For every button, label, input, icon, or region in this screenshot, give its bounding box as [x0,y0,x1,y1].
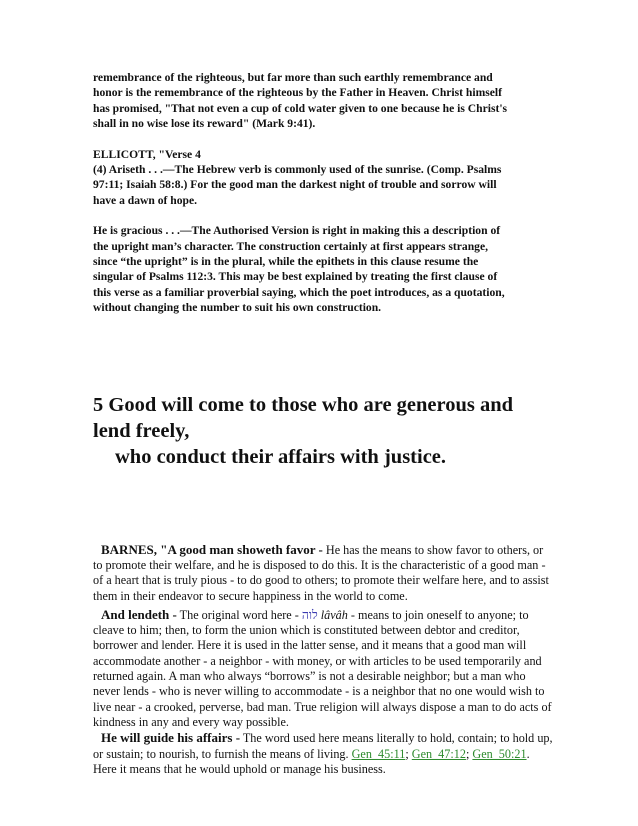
barnes-paragraph-guide [93,730,555,777]
text-line: ELLICOTT, "Verse 4 [93,147,201,161]
paragraph-remembrance [93,70,555,132]
separator: ; [465,746,470,761]
verse-line: lend freely, [93,419,190,442]
text-line: without changing the number to suit his own construction. [93,301,382,315]
separator: ; [405,746,412,761]
scripture-link[interactable]: Gen_47:12 [411,746,466,761]
text-line: honor is the remembrance of the righteous by the Father in Heaven. Christ himself [93,86,502,100]
text-line: He is gracious . . .—The Authorised Version is right in making this a description of [93,224,501,238]
text-line: singular of Psalms 112:3. This may be best explained by treating the first clause of [93,270,498,284]
text-line: remembrance of the righteous, but far more than such earthly remembrance and [93,71,493,84]
paragraph-text: He has the means to show favor to others, or to promote their welfare, and he is disposed to do this. It is the characteristic of a good man - of a heart that is truly pious - to do good to others; to promote their welfare here, and to assist them in their endeavor to secure happiness in the world to come. [93,542,549,603]
text-line: the upright man’s character. The construction certainly at first appears strange, [93,239,489,253]
hebrew-word: לוה [301,607,318,622]
scripture-link[interactable]: Gen_50:21 [472,746,527,761]
verse-heading [93,392,555,470]
paragraph-text: . Here it means that he would uphold or manage his business. [93,746,530,776]
document-page [93,70,555,777]
paragraph-text: The word used here means literally to hold, contain; to hold up, or sustain; to nourish, to furnish the means of living. [93,731,553,761]
term-heading: And lendeth - [101,606,177,622]
barnes-commentary [93,542,555,777]
scripture-link[interactable]: Gen_45:11 [351,746,406,761]
text-line: 97:11; Isaiah 58:8.) For the good man the darkest night of trouble and sorrow will [93,178,497,192]
text-line: have a dawn of hope. [93,193,198,207]
paragraph-ellicott [93,147,555,209]
transliteration: lâvâh [317,607,348,622]
text-line: shall in no wise lose its reward" (Mark 9:41). [93,117,316,131]
verse-line: 5 Good will come to those who are generous and [93,393,514,416]
paragraph-gracious [93,223,555,315]
term-heading: BARNES, "A good man showeth favor - [101,541,323,557]
barnes-paragraph-lendeth [93,607,555,730]
text-line: since “the upright” is in the plural, while the epithets in this clause resume the [93,255,479,269]
term-heading: He will guide his affairs - [101,730,241,746]
verse-line: who conduct their affairs with justice. [115,445,447,468]
barnes-paragraph-favor [93,542,555,604]
paragraph-text: - means to join oneself to anyone; to cleave to him; then, to form the union which is constituted between debtor and creditor, borrower and lender. Here it is used in the latter sense, and it means that a good man will accommodate another - a neighbor - with money, or with articles to be used temporarily and returned again. A man who always “borrows” is not a desirable neighbor; but a man who never lends - who is never willing to accommodate - is a neighbor that no one would wish to live near - a crooked, perverse, bad man. True religion will always dispose a man to do acts of kindness in any and every way possible. [93,607,552,729]
paragraph-text: The original word here - [176,607,302,622]
text-line: (4) Ariseth . . .—The Hebrew verb is commonly used of the sunrise. (Comp. Psalms [93,163,502,177]
text-line: this verse as a familiar proverbial saying, which the poet introduces, as a quotation, [93,285,505,299]
text-line: has promised, "That not even a cup of cold water given to one because he is Christ's [93,101,508,115]
